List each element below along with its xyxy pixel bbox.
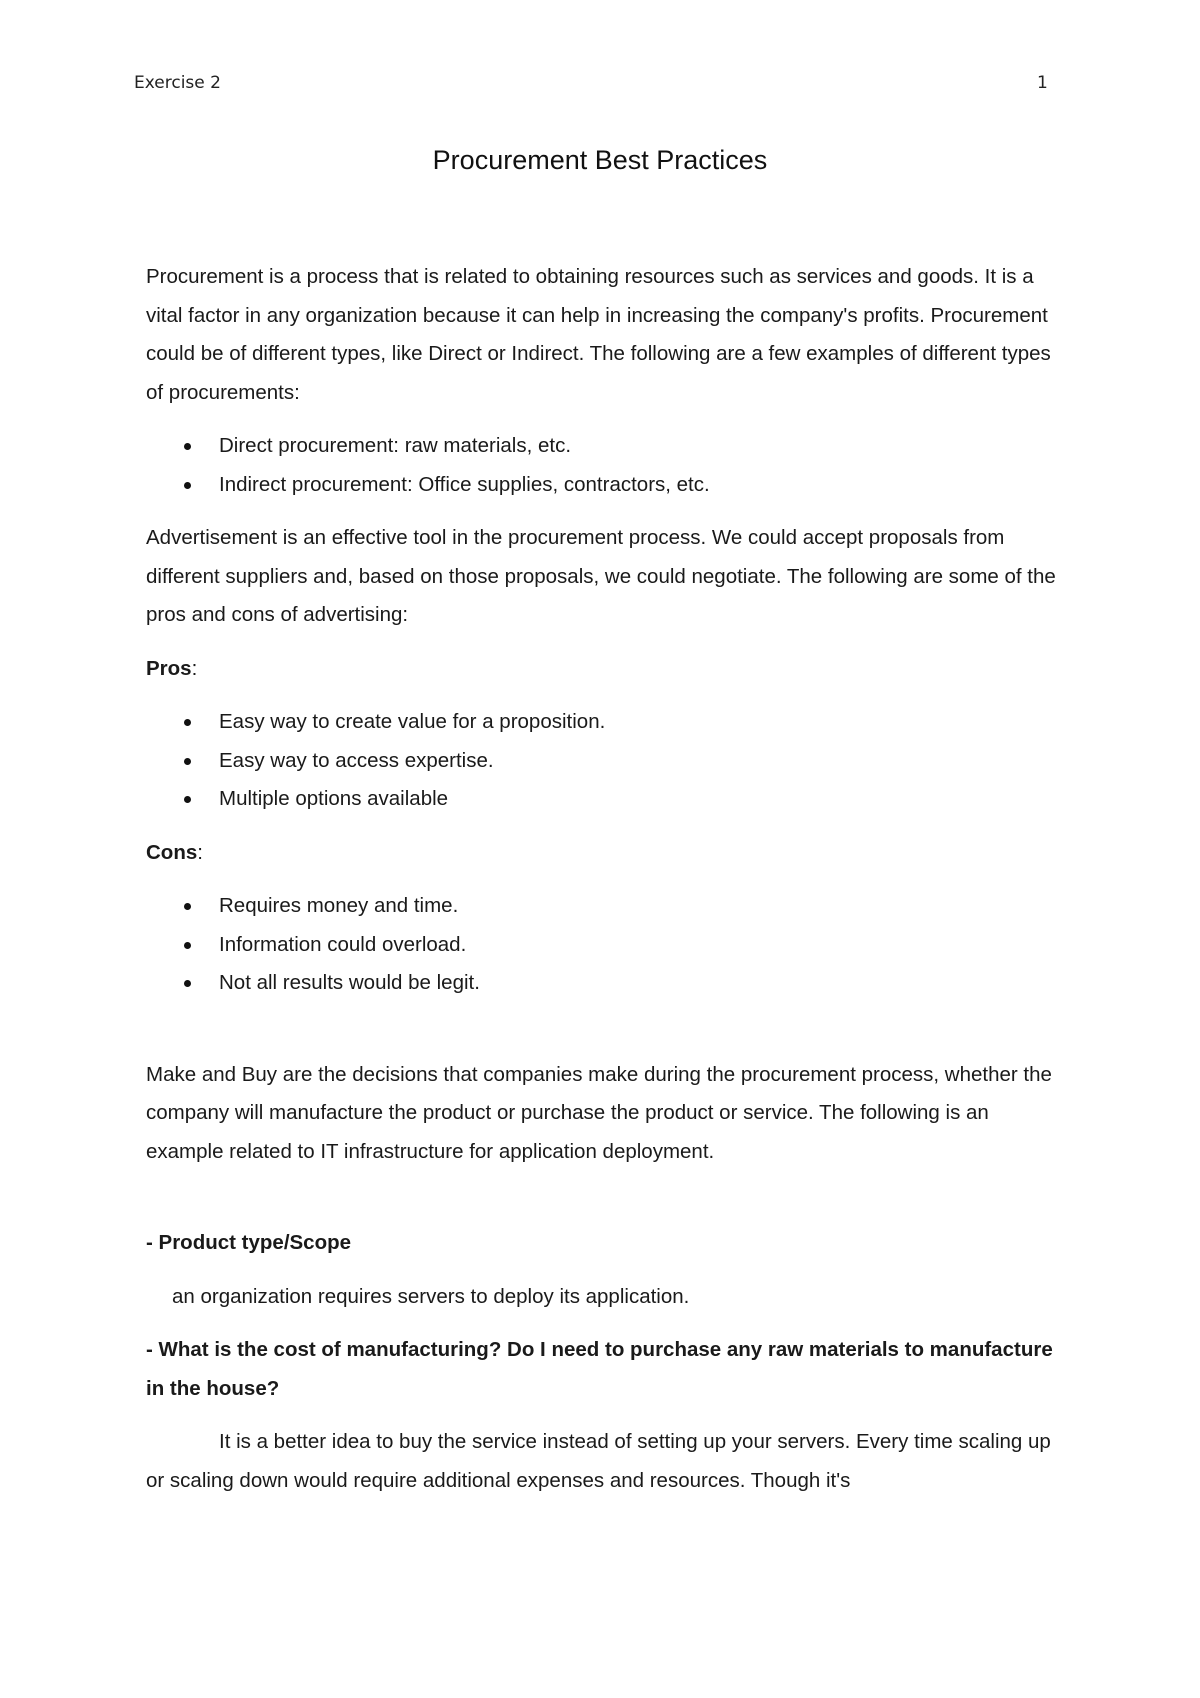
list-item-text: Easy way to create value for a proposition. — [219, 710, 606, 733]
list-item — [146, 780, 1061, 819]
product-scope-answer: an organization requires servers to deploy its application. — [172, 1284, 690, 1308]
list-item — [146, 427, 1061, 466]
document-title: Procurement Best Practices — [432, 145, 768, 175]
product-scope-heading: - Product type/Scope — [146, 1231, 352, 1254]
list-item-text: Requires money and time. — [219, 894, 459, 917]
list-item-text: Direct procurement: raw materials, etc. — [219, 434, 572, 457]
bullet-icon — [184, 443, 191, 450]
list-item — [146, 466, 1061, 505]
cons-colon: : — [197, 840, 203, 864]
procurement-types-list — [146, 427, 1061, 504]
list-item-text: Easy way to access expertise. — [219, 748, 494, 772]
bullet-icon — [184, 903, 191, 910]
pros-colon: : — [191, 656, 198, 680]
cons-label: Cons — [146, 840, 198, 864]
pros-label: Pros — [146, 656, 192, 680]
cost-question-answer: It is a better idea to buy the service instead of setting up your servers. Every time scaling up or scaling down would require additional expenses and resources. Though it's — [146, 1430, 1051, 1492]
list-item-text: Multiple options available — [219, 787, 449, 810]
bullet-icon — [184, 719, 191, 726]
cons-heading — [146, 834, 1061, 873]
bullet-icon — [184, 482, 191, 489]
bullet-icon — [184, 942, 191, 949]
make-buy-paragraph: Make and Buy are the decisions that companies make during the procurement process, whether the company will manufacture the product or purchase the product or service. The following is an example related to IT infrastructure for application deployment. — [146, 1062, 1052, 1163]
pros-heading — [146, 650, 1061, 689]
spacer — [146, 1018, 1061, 1056]
intro-paragraph: Procurement is a process that is related to obtaining resources such as services and goods. It is a vital factor in any organization because it can help in increasing the company's profits. Procurement could be of different types, like Direct or Indirect. The following are a few examples of different types of procurements: — [146, 265, 1051, 404]
list-item — [146, 926, 1061, 965]
pros-list — [146, 703, 1061, 819]
list-item-text: Not all results would be legit. — [219, 971, 480, 994]
list-item — [146, 964, 1061, 1003]
list-item — [146, 887, 1061, 926]
document-body — [146, 258, 1061, 1515]
running-head: Exercise 2 — [134, 73, 221, 93]
cons-list — [146, 887, 1061, 1003]
list-item — [146, 742, 1061, 781]
bullet-icon — [184, 758, 191, 765]
list-item-text: Information could overload. — [219, 932, 467, 956]
advertisement-paragraph: Advertisement is an effective tool in the procurement process. We could accept proposals from different suppliers and, based on those proposals, we could negotiate. The following are some of the pros and cons of advertising: — [146, 526, 1056, 626]
cost-question-heading: - What is the cost of manufacturing? Do I need to purchase any raw materials to manufacture in the house? — [146, 1338, 1053, 1400]
spacer — [146, 1186, 1061, 1224]
bullet-icon — [184, 796, 191, 803]
bullet-icon — [184, 980, 191, 987]
page-number: 1 — [1037, 73, 1048, 93]
list-item-text: Indirect procurement: Office supplies, contractors, etc. — [219, 472, 710, 496]
list-item — [146, 703, 1061, 742]
